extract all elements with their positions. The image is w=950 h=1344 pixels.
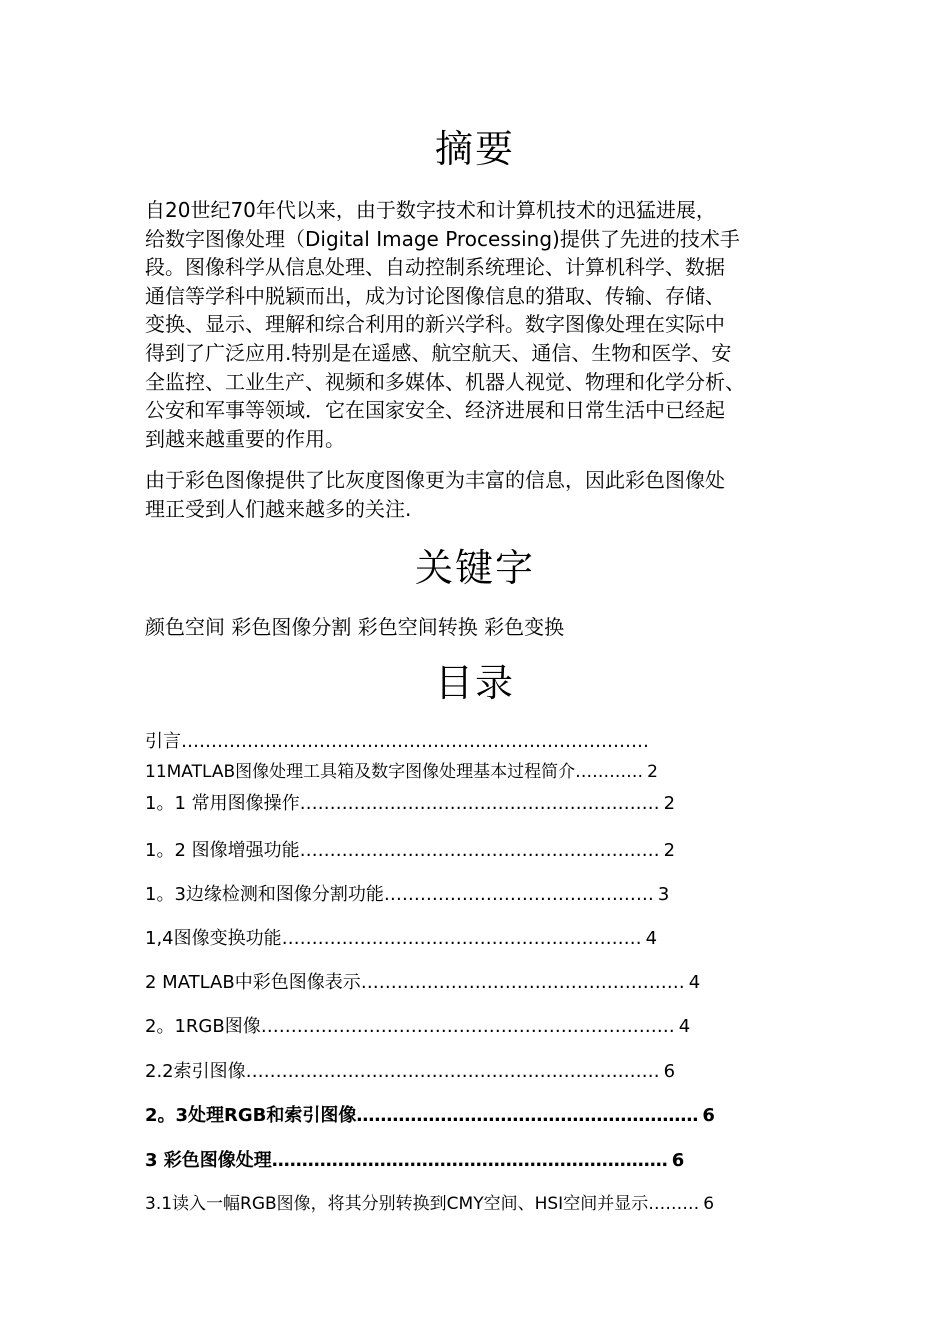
toc-entry[interactable] bbox=[145, 842, 675, 860]
toc-entry[interactable] bbox=[145, 1107, 715, 1125]
toc-entry-page: 6 bbox=[702, 1105, 715, 1126]
toc-entry[interactable] bbox=[145, 795, 675, 813]
toc-entry-page: 6 bbox=[671, 1150, 685, 1171]
toc-entry-page: 2 bbox=[663, 793, 676, 814]
toc-entry-text: 1。1 常用图像操作…………………………………………………… bbox=[145, 793, 660, 814]
toc-entry-page: 2 bbox=[663, 840, 676, 861]
toc-entry[interactable] bbox=[145, 1018, 690, 1036]
toc-entry[interactable] bbox=[145, 733, 653, 751]
abstract-paragraph-2 bbox=[145, 466, 825, 523]
paragraph-line: 段。图像科学从信息处理、自动控制系统理论、计算机科学、数据 bbox=[145, 255, 725, 280]
toc-entry-page: 6 bbox=[663, 1061, 676, 1082]
toc-entry-text: 2.2索引图像…………………………………………………………… bbox=[145, 1061, 660, 1082]
toc-entry-page: 2 bbox=[647, 762, 658, 782]
toc-entry[interactable] bbox=[145, 930, 657, 948]
toc-entry[interactable] bbox=[145, 764, 658, 781]
toc-entry-page: 4 bbox=[645, 928, 658, 949]
toc-entry-text: 2。1RGB图像…………………………………………………………… bbox=[145, 1016, 675, 1037]
toc-entry-text: 引言…………………………………………………………………… bbox=[145, 731, 649, 752]
toc-entry-text: 11MATLAB图像处理工具箱及数字图像处理基本过程简介………… bbox=[145, 762, 644, 782]
toc-entry[interactable] bbox=[145, 974, 700, 992]
paragraph-line: 通信等学科中脱颖而出，成为讨论图像信息的猎取、传输、存储、 bbox=[145, 283, 725, 308]
paragraph-line: 变换、显示、理解和综合利用的新兴学科。数字图像处理在实际中 bbox=[145, 312, 725, 337]
paragraph-line: 理正受到人们越来越多的关注. bbox=[145, 496, 412, 521]
toc-entry-text: 3.1读入一幅RGB图像，将其分别转换到CMY空间、HSI空间并显示……… bbox=[145, 1194, 700, 1214]
toc-entry-text: 1,4图像变换功能…………………………………………………… bbox=[145, 928, 642, 949]
toc-entry-text: 3 彩色图像处理………………………………………………………… bbox=[145, 1150, 668, 1171]
abstract-heading: 摘要 bbox=[434, 127, 515, 171]
toc-heading: 目录 bbox=[434, 661, 515, 705]
toc-entry[interactable] bbox=[145, 1063, 675, 1081]
toc-entry-text: 1。3边缘检测和图像分割功能……………………………………… bbox=[145, 884, 654, 905]
paragraph-line: 自20世纪70年代以来，由于数字技术和计算机技术的迅猛进展， bbox=[145, 198, 716, 222]
keywords-list: 颜色空间 彩色图像分割 彩色空间转换 彩色变换 bbox=[145, 615, 565, 639]
toc-entry-text: 2 MATLAB中彩色图像表示……………………………………………… bbox=[145, 972, 685, 993]
toc-entry-page: 6 bbox=[703, 1194, 715, 1214]
abstract-paragraph-1 bbox=[145, 196, 825, 453]
toc-entry[interactable] bbox=[145, 1196, 714, 1213]
paragraph-line: 公安和军事等领域．它在国家安全、经济进展和日常生活中已经起 bbox=[145, 398, 725, 423]
keywords-heading: 关键字 bbox=[414, 546, 535, 590]
paragraph-line: 由于彩色图像提供了比灰度图像更为丰富的信息，因此彩色图像处 bbox=[145, 468, 725, 492]
toc-entry-page: 3 bbox=[657, 884, 670, 905]
toc-entry-text: 2。3处理RGB和索引图像………………………………………………… bbox=[145, 1105, 699, 1126]
toc-entry-text: 1。2 图像增强功能…………………………………………………… bbox=[145, 840, 660, 861]
paragraph-line: 得到了广泛应用.特别是在遥感、航空航天、通信、生物和医学、安 bbox=[145, 340, 732, 365]
paragraph-line: 到越来越重要的作用。 bbox=[145, 426, 345, 451]
toc-entry-page: 4 bbox=[678, 1016, 691, 1037]
toc-entry[interactable] bbox=[145, 1152, 684, 1170]
toc-entry-page: 4 bbox=[688, 972, 701, 993]
paragraph-line: 给数字图像处理（Digital Image Processing)提供了先进的技术手 bbox=[145, 226, 740, 251]
paragraph-line: 全监控、工业生产、视频和多媒体、机器人视觉、物理和化学分析、 bbox=[145, 369, 745, 394]
toc-entry[interactable] bbox=[145, 886, 669, 904]
